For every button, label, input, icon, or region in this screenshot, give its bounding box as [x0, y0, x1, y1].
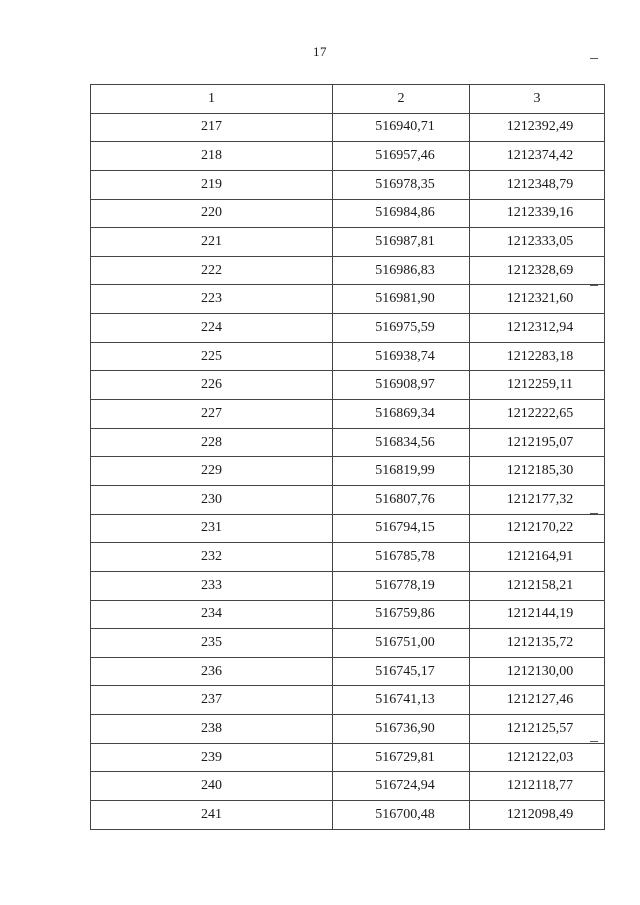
table-row [91, 314, 605, 343]
cell-coordinate-y: 1212122,03 [470, 743, 605, 772]
cell-coordinate-y: 1212312,94 [470, 314, 605, 343]
table-row [91, 629, 605, 658]
cell-coordinate-y: 1212185,30 [470, 457, 605, 486]
cell-point-number: 220 [91, 199, 333, 228]
cell-coordinate-y: 1212135,72 [470, 629, 605, 658]
cell-point-number: 219 [91, 170, 333, 199]
cell-point-number: 241 [91, 801, 333, 830]
cell-coordinate-x: 516751,00 [333, 629, 470, 658]
cell-point-number: 237 [91, 686, 333, 715]
cell-coordinate-y: 1212339,16 [470, 199, 605, 228]
cell-coordinate-y: 1212283,18 [470, 342, 605, 371]
cell-point-number: 231 [91, 514, 333, 543]
cell-coordinate-x: 516975,59 [333, 314, 470, 343]
coordinates-table [90, 84, 605, 830]
cell-point-number: 230 [91, 485, 333, 514]
cell-coordinate-x: 516807,76 [333, 485, 470, 514]
table-row [91, 256, 605, 285]
cell-coordinate-x: 516940,71 [333, 113, 470, 142]
cell-coordinate-x: 516908,97 [333, 371, 470, 400]
cell-coordinate-y: 1212144,19 [470, 600, 605, 629]
cell-coordinate-y: 1212348,79 [470, 170, 605, 199]
cell-point-number: 233 [91, 571, 333, 600]
table-row [91, 571, 605, 600]
table-body [91, 113, 605, 829]
cell-point-number: 222 [91, 256, 333, 285]
cell-point-number: 232 [91, 543, 333, 572]
table-row [91, 228, 605, 257]
cell-point-number: 224 [91, 314, 333, 343]
scan-mark [590, 58, 598, 59]
cell-coordinate-y: 1212130,00 [470, 657, 605, 686]
table-row [91, 142, 605, 171]
cell-coordinate-x: 516745,17 [333, 657, 470, 686]
cell-coordinate-y: 1212328,69 [470, 256, 605, 285]
table-row [91, 113, 605, 142]
cell-coordinate-x: 516785,78 [333, 543, 470, 572]
table-row [91, 285, 605, 314]
table-row [91, 485, 605, 514]
table-row [91, 715, 605, 744]
cell-coordinate-x: 516724,94 [333, 772, 470, 801]
cell-coordinate-y: 1212321,60 [470, 285, 605, 314]
cell-coordinate-y: 1212164,91 [470, 543, 605, 572]
table-row [91, 342, 605, 371]
cell-coordinate-y: 1212158,21 [470, 571, 605, 600]
cell-point-number: 236 [91, 657, 333, 686]
cell-point-number: 235 [91, 629, 333, 658]
table-row [91, 457, 605, 486]
page-number: 17 [313, 44, 327, 59]
table-row [91, 400, 605, 429]
cell-coordinate-x: 516778,19 [333, 571, 470, 600]
cell-coordinate-x: 516981,90 [333, 285, 470, 314]
cell-coordinate-x: 516819,99 [333, 457, 470, 486]
cell-coordinate-x: 516978,35 [333, 170, 470, 199]
column-header-y: 3 [470, 85, 605, 114]
cell-coordinate-y: 1212098,49 [470, 801, 605, 830]
cell-coordinate-x: 516984,86 [333, 199, 470, 228]
cell-coordinate-x: 516736,90 [333, 715, 470, 744]
cell-coordinate-y: 1212127,46 [470, 686, 605, 715]
table-row [91, 371, 605, 400]
table-row [91, 743, 605, 772]
column-header-point: 1 [91, 85, 333, 114]
cell-point-number: 223 [91, 285, 333, 314]
table-row [91, 772, 605, 801]
table-row [91, 657, 605, 686]
cell-coordinate-x: 516741,13 [333, 686, 470, 715]
table-header-row [91, 85, 605, 114]
cell-point-number: 234 [91, 600, 333, 629]
cell-point-number: 225 [91, 342, 333, 371]
cell-coordinate-y: 1212333,05 [470, 228, 605, 257]
cell-coordinate-y: 1212392,49 [470, 113, 605, 142]
cell-point-number: 239 [91, 743, 333, 772]
cell-point-number: 240 [91, 772, 333, 801]
cell-point-number: 238 [91, 715, 333, 744]
cell-coordinate-x: 516869,34 [333, 400, 470, 429]
cell-coordinate-y: 1212222,65 [470, 400, 605, 429]
cell-coordinate-y: 1212374,42 [470, 142, 605, 171]
table-row [91, 600, 605, 629]
cell-coordinate-y: 1212195,07 [470, 428, 605, 457]
cell-point-number: 221 [91, 228, 333, 257]
cell-point-number: 226 [91, 371, 333, 400]
cell-point-number: 229 [91, 457, 333, 486]
cell-point-number: 228 [91, 428, 333, 457]
column-header-x: 2 [333, 85, 470, 114]
table-row [91, 543, 605, 572]
cell-coordinate-y: 1212259,11 [470, 371, 605, 400]
cell-coordinate-x: 516729,81 [333, 743, 470, 772]
table-row [91, 801, 605, 830]
cell-coordinate-y: 1212170,22 [470, 514, 605, 543]
table-row [91, 199, 605, 228]
cell-point-number: 217 [91, 113, 333, 142]
cell-coordinate-x: 516987,81 [333, 228, 470, 257]
cell-coordinate-y: 1212118,77 [470, 772, 605, 801]
cell-coordinate-y: 1212177,32 [470, 485, 605, 514]
table-row [91, 428, 605, 457]
table-row [91, 514, 605, 543]
cell-coordinate-x: 516759,86 [333, 600, 470, 629]
cell-coordinate-x: 516938,74 [333, 342, 470, 371]
cell-point-number: 218 [91, 142, 333, 171]
table-row [91, 170, 605, 199]
cell-point-number: 227 [91, 400, 333, 429]
cell-coordinate-x: 516957,46 [333, 142, 470, 171]
cell-coordinate-y: 1212125,57 [470, 715, 605, 744]
cell-coordinate-x: 516834,56 [333, 428, 470, 457]
table-row [91, 686, 605, 715]
cell-coordinate-x: 516986,83 [333, 256, 470, 285]
cell-coordinate-x: 516700,48 [333, 801, 470, 830]
cell-coordinate-x: 516794,15 [333, 514, 470, 543]
